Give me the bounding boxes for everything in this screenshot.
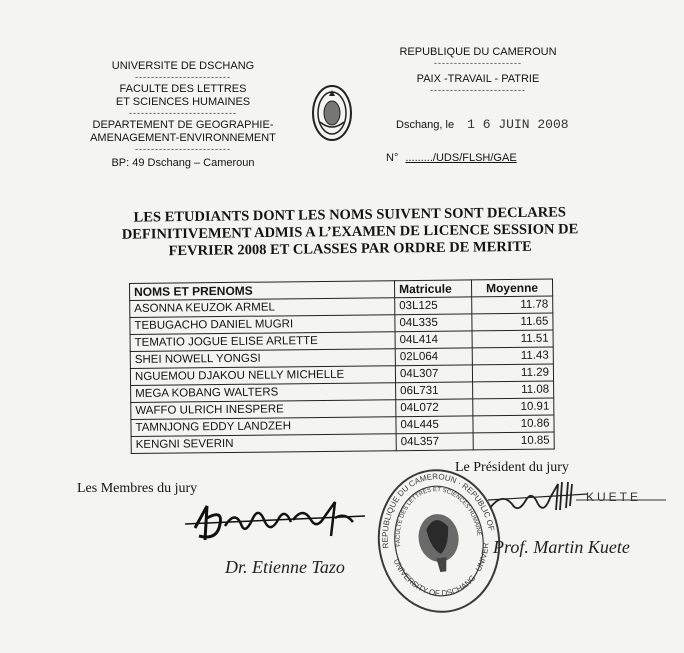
- student-name: TAMNJONG EDDY LANDZEH: [131, 417, 396, 437]
- results-table-wrapper: [129, 279, 555, 454]
- document-title: [76, 204, 625, 262]
- university-emblem: [311, 84, 353, 142]
- student-moyenne: 11.08: [473, 381, 554, 399]
- stamp-bottom-text: UNIVERSITY OF DSCHANG · UNIVERSITE DE DSCHANG: [366, 470, 491, 599]
- student-name: NGUEMOU DJAKOU NELLY MICHELLE: [130, 366, 395, 386]
- student-matricule: 04L072: [396, 399, 473, 417]
- president-name: Prof. Martin Kuete: [493, 537, 630, 557]
- president-sig-text: KUETE: [586, 490, 642, 504]
- jury-president-label: Le Président du jury: [455, 460, 569, 475]
- left-header: [78, 60, 288, 170]
- student-moyenne: 10.85: [473, 432, 554, 450]
- student-moyenne: 11.78: [472, 296, 553, 314]
- right-header: [378, 46, 578, 94]
- student-name: WAFFO ULRICH INESPERE: [131, 400, 396, 420]
- jury-members-label: Les Membres du jury: [77, 481, 198, 496]
- date-line: [396, 117, 569, 132]
- student-moyenne: 11.29: [472, 364, 553, 382]
- stamp-outer-text: REPUBLIQUE DU CAMEROUN · REPUBLIC OF CAMEROON: [366, 470, 496, 549]
- student-matricule: 03L125: [395, 297, 472, 315]
- address: BP: 49 Dschang – Cameroun: [111, 157, 255, 169]
- department-line1: DEPARTEMENT DE GEOGRAPHIE-: [92, 119, 274, 131]
- student-matricule: 04L445: [396, 416, 473, 434]
- student-matricule: 02L064: [395, 348, 472, 366]
- reference-value: ........./UDS/FLSH/GAE: [405, 152, 517, 164]
- student-moyenne: 10.86: [473, 415, 554, 433]
- student-name: KENGNI SEVERIN: [131, 434, 396, 454]
- separator: ------------------------: [430, 85, 526, 95]
- title-line2: DEFINITIVEMENT ADMIS A L’EXAMEN DE LICENCE SESSION DE: [121, 221, 579, 243]
- header-matricule: Matricule: [394, 280, 471, 298]
- student-moyenne: 11.43: [472, 347, 553, 365]
- member-name: Dr. Etienne Tazo: [225, 557, 345, 577]
- student-matricule: 04L335: [395, 314, 472, 332]
- student-name: SHEI NOWELL YONGSI: [130, 349, 395, 369]
- country-name: REPUBLIQUE DU CAMEROUN: [399, 46, 557, 58]
- student-moyenne: 11.51: [472, 330, 553, 348]
- student-name: MEGA KOBANG WALTERS: [131, 383, 396, 403]
- student-name: ASONNA KEUZOK ARMEL: [130, 298, 395, 318]
- faculty-line2: ET SCIENCES HUMAINES: [115, 96, 251, 108]
- title-line3: FEVRIER 2008 ET CLASSES PAR ORDRE DE MERITE: [168, 238, 532, 260]
- title-line1: LES ETUDIANTS DONT LES NOMS SUIVENT SONT DECLARES: [133, 204, 567, 226]
- separator: ------------------------: [135, 72, 231, 82]
- reference-prefix: N°: [386, 152, 399, 164]
- faculty-line1: FACULTE DES LETTRES: [119, 83, 247, 95]
- separator: ---------------------------: [129, 108, 237, 118]
- date-prefix: Dschang, le: [396, 119, 455, 131]
- student-name: TEMATIO JOGUE ELISE ARLETTE: [130, 332, 395, 352]
- student-name: TEBUGACHO DANIEL MUGRI: [130, 315, 395, 335]
- student-matricule: 06L731: [396, 382, 473, 400]
- department-line2: AMENAGEMENT-ENVIRONNEMENT: [90, 132, 276, 144]
- member-signature: [185, 488, 375, 558]
- motto: PAIX -TRAVAIL - PATRIE: [416, 73, 540, 85]
- reference-line: [386, 152, 517, 164]
- student-moyenne: 10.91: [473, 398, 554, 416]
- stamp-inner-text: FACULTE DES LETTRES ET SCIENCES HUMAINES GEOGRAPHIE: [366, 473, 482, 547]
- member-signature-scribble: [185, 488, 375, 558]
- emblem-icon: [311, 84, 353, 142]
- university-name: UNIVERSITE DE DSCHANG: [111, 60, 255, 72]
- results-table: [129, 279, 555, 454]
- student-matricule: 04L357: [396, 433, 473, 451]
- student-matricule: 04L307: [395, 365, 472, 383]
- header-moyenne: Moyenne: [471, 279, 552, 297]
- separator: ----------------------: [434, 58, 522, 68]
- header-name: NOMS ET PRENOMS: [130, 281, 395, 301]
- date-stamp: 1 6 JUIN 2008: [467, 117, 569, 132]
- separator: ------------------------: [135, 144, 231, 154]
- student-matricule: 04L414: [395, 331, 472, 349]
- student-moyenne: 11.65: [472, 313, 553, 331]
